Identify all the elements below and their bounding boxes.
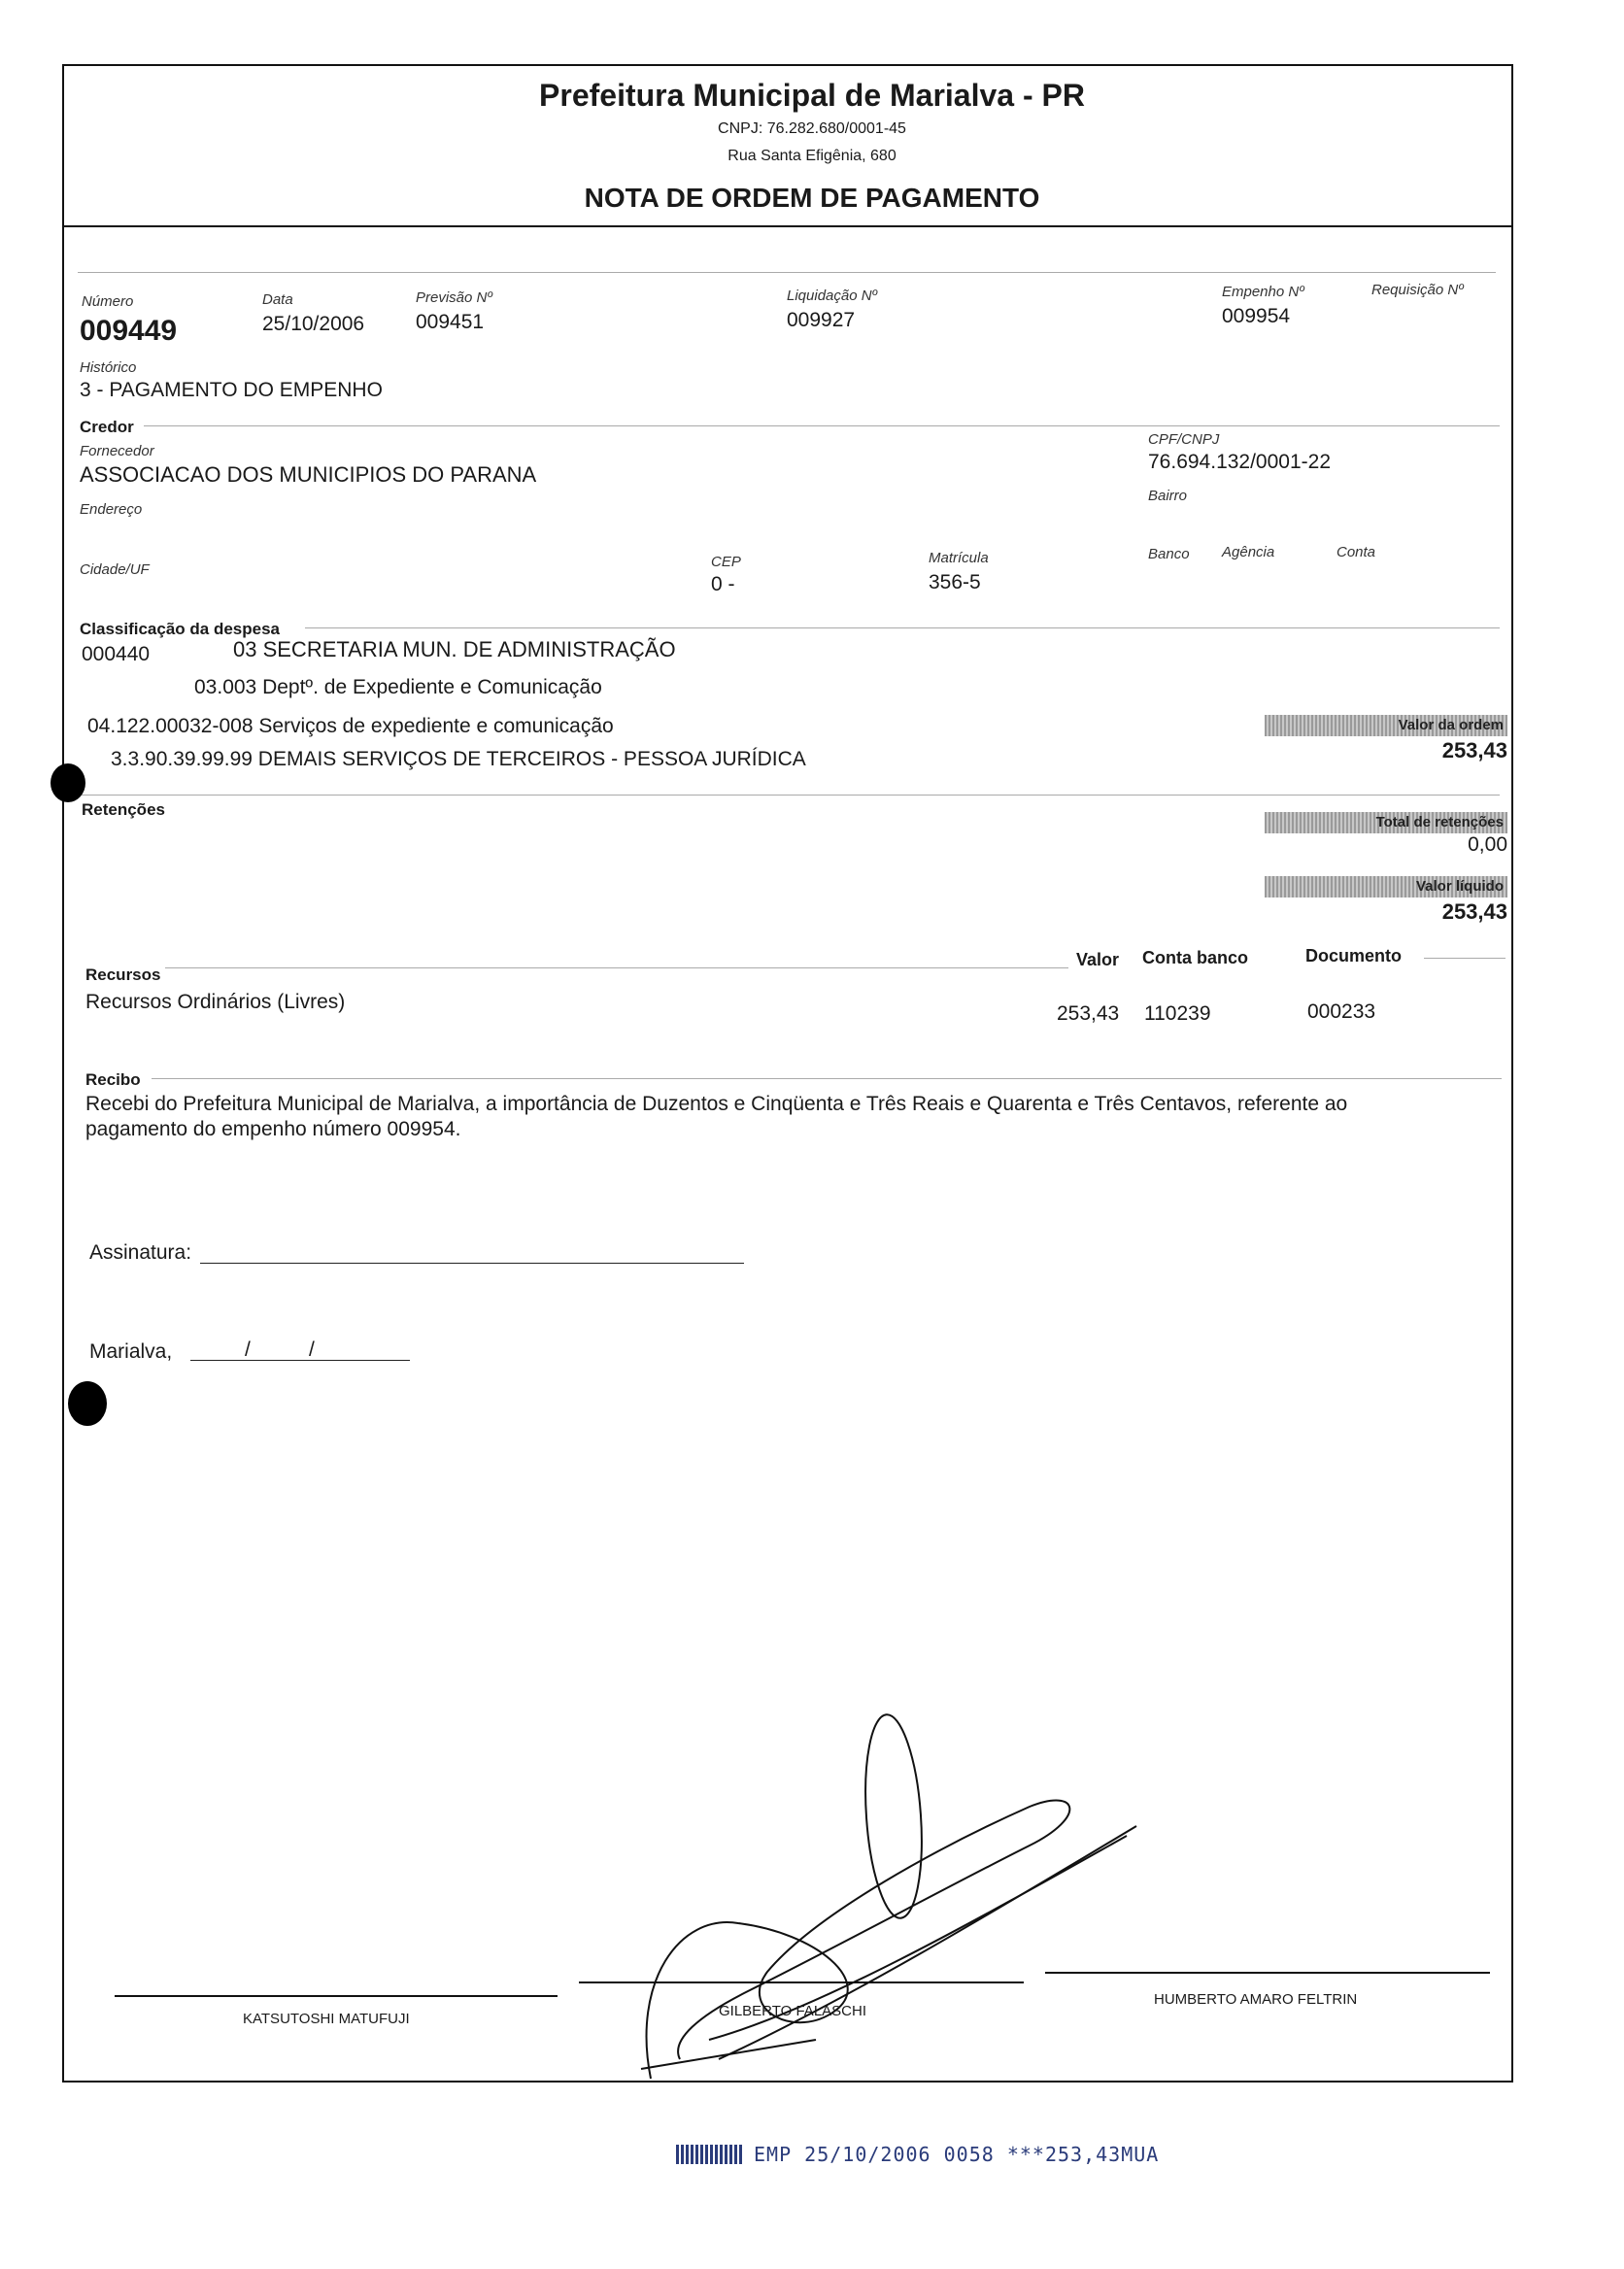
assinatura-line[interactable] [200,1263,744,1264]
bairro-label: Bairro [1148,488,1188,504]
previsao-label: Previsão Nº [416,289,492,306]
fornecedor-value: ASSOCIACAO DOS MUNICIPIOS DO PARANA [80,462,537,487]
liquidacao-label: Liquidação Nº [787,288,878,304]
municipality-title: Prefeitura Municipal de Marialva - PR [539,78,1085,113]
historico-label: Histórico [80,359,137,376]
local-data-label: Marialva, [89,1340,173,1363]
data-value: 25/10/2006 [262,313,365,335]
date-slash-1: / [245,1338,251,1361]
retencoes-divider [80,795,1500,796]
recursos-documento: 000233 [1307,1000,1376,1023]
hole-punch-mark [68,1381,107,1426]
total-retencoes-label-bar [1265,812,1507,833]
classificacao-line-3: 04.122.00032-008 Serviços de expediente e comunicação [87,715,614,737]
date-slash-2: / [309,1338,315,1361]
total-retencoes-label: Total de retenções [1375,814,1504,830]
classificacao-line-4: 3.3.90.39.99.99 DEMAIS SERVIÇOS DE TERCEIROS - PESSOA JURÍDICA [111,748,806,770]
banco-label: Banco [1148,546,1190,562]
valor-liquido-label-bar [1265,876,1507,897]
cep-label: CEP [711,554,741,570]
signature-line-3 [1045,1972,1490,1974]
cep-value: 0 - [711,573,735,595]
documento-header: Documento [1305,946,1402,965]
recibo-section-title: Recibo [85,1070,141,1089]
numero-label: Número [82,293,134,310]
recibo-divider [152,1078,1502,1079]
hole-punch-mark [51,763,85,802]
credor-divider [144,425,1500,426]
valor-header: Valor [1076,950,1120,969]
total-retencoes-value: 0,00 [1468,833,1507,856]
recursos-divider [165,967,1068,968]
classificacao-line-1: 03 SECRETARIA MUN. DE ADMINISTRAÇÃO [233,637,676,661]
assinatura-label: Assinatura: [89,1241,192,1264]
valor-liquido-label: Valor líquido [1415,878,1504,895]
signatory-1-name: KATSUTOSHI MATUFUJI [243,2011,410,2027]
previsao-value: 009451 [416,311,485,333]
recursos-section-title: Recursos [85,965,161,984]
document-title: NOTA DE ORDEM DE PAGAMENTO [584,183,1040,213]
data-label: Data [262,291,293,308]
empenho-value: 009954 [1222,305,1291,327]
conta-label: Conta [1336,544,1376,560]
credor-section-title: Credor [80,418,134,436]
signature-line-1 [115,1995,558,1997]
recursos-descricao: Recursos Ordinários (Livres) [85,991,346,1013]
signatory-2-name: GILBERTO FALASCHI [719,2003,866,2019]
requisicao-label: Requisição Nº [1371,282,1464,298]
liquidacao-value: 009927 [787,309,856,331]
matricula-label: Matrícula [929,550,989,566]
cpf-cnpj-label: CPF/CNPJ [1148,431,1220,448]
fornecedor-label: Fornecedor [80,443,154,459]
header-divider [62,225,1513,227]
classificacao-line-2: 03.003 Deptº. de Expediente e Comunicação [194,676,602,698]
endereco-label: Endereço [80,501,143,518]
valor-ordem-label: Valor da ordem [1398,717,1504,733]
stamp-mark-icon [676,2145,744,2164]
address-line: Rua Santa Efigênia, 680 [727,148,897,164]
classificacao-code: 000440 [82,643,151,665]
recursos-valor: 253,43 [1057,1002,1120,1025]
data-line[interactable] [190,1360,410,1361]
valor-liquido-value: 253,43 [1441,899,1507,924]
handwritten-signature [622,1690,1166,2108]
signature-line-2 [579,1981,1024,1983]
classificacao-section-title: Classificação da despesa [80,620,281,638]
recibo-text: Recebi do Prefeitura Municipal de Marialva, a importância de Duzentos e Cinqüenta e Três Reais e Quarenta e Três Centavos, referente ao pagamento do empenho número 009954. [85,1093,1348,1140]
valor-ordem-label-bar [1265,715,1507,736]
numero-value: 009449 [80,315,178,347]
recursos-conta: 110239 [1144,1002,1211,1025]
signatory-3-name: HUMBERTO AMARO FELTRIN [1154,1991,1358,2008]
payment-stamp: EMP 25/10/2006 0058 ***253,43MUA [754,2143,1160,2166]
historico-value: 3 - PAGAMENTO DO EMPENHO [80,379,383,401]
classificacao-divider [305,627,1500,628]
cpf-cnpj-value: 76.694.132/0001-22 [1148,451,1332,473]
matricula-value: 356-5 [929,571,981,593]
cnpj-line: CNPJ: 76.282.680/0001-45 [718,120,906,137]
retencoes-section-title: Retenções [82,800,165,819]
empenho-label: Empenho Nº [1222,284,1304,300]
agencia-label: Agência [1222,544,1275,560]
cidade-label: Cidade/UF [80,561,150,578]
valor-ordem-value: 253,43 [1441,738,1507,762]
conta-banco-header: Conta banco [1142,948,1249,967]
recursos-header-divider [1424,958,1506,959]
ids-divider [78,272,1496,273]
